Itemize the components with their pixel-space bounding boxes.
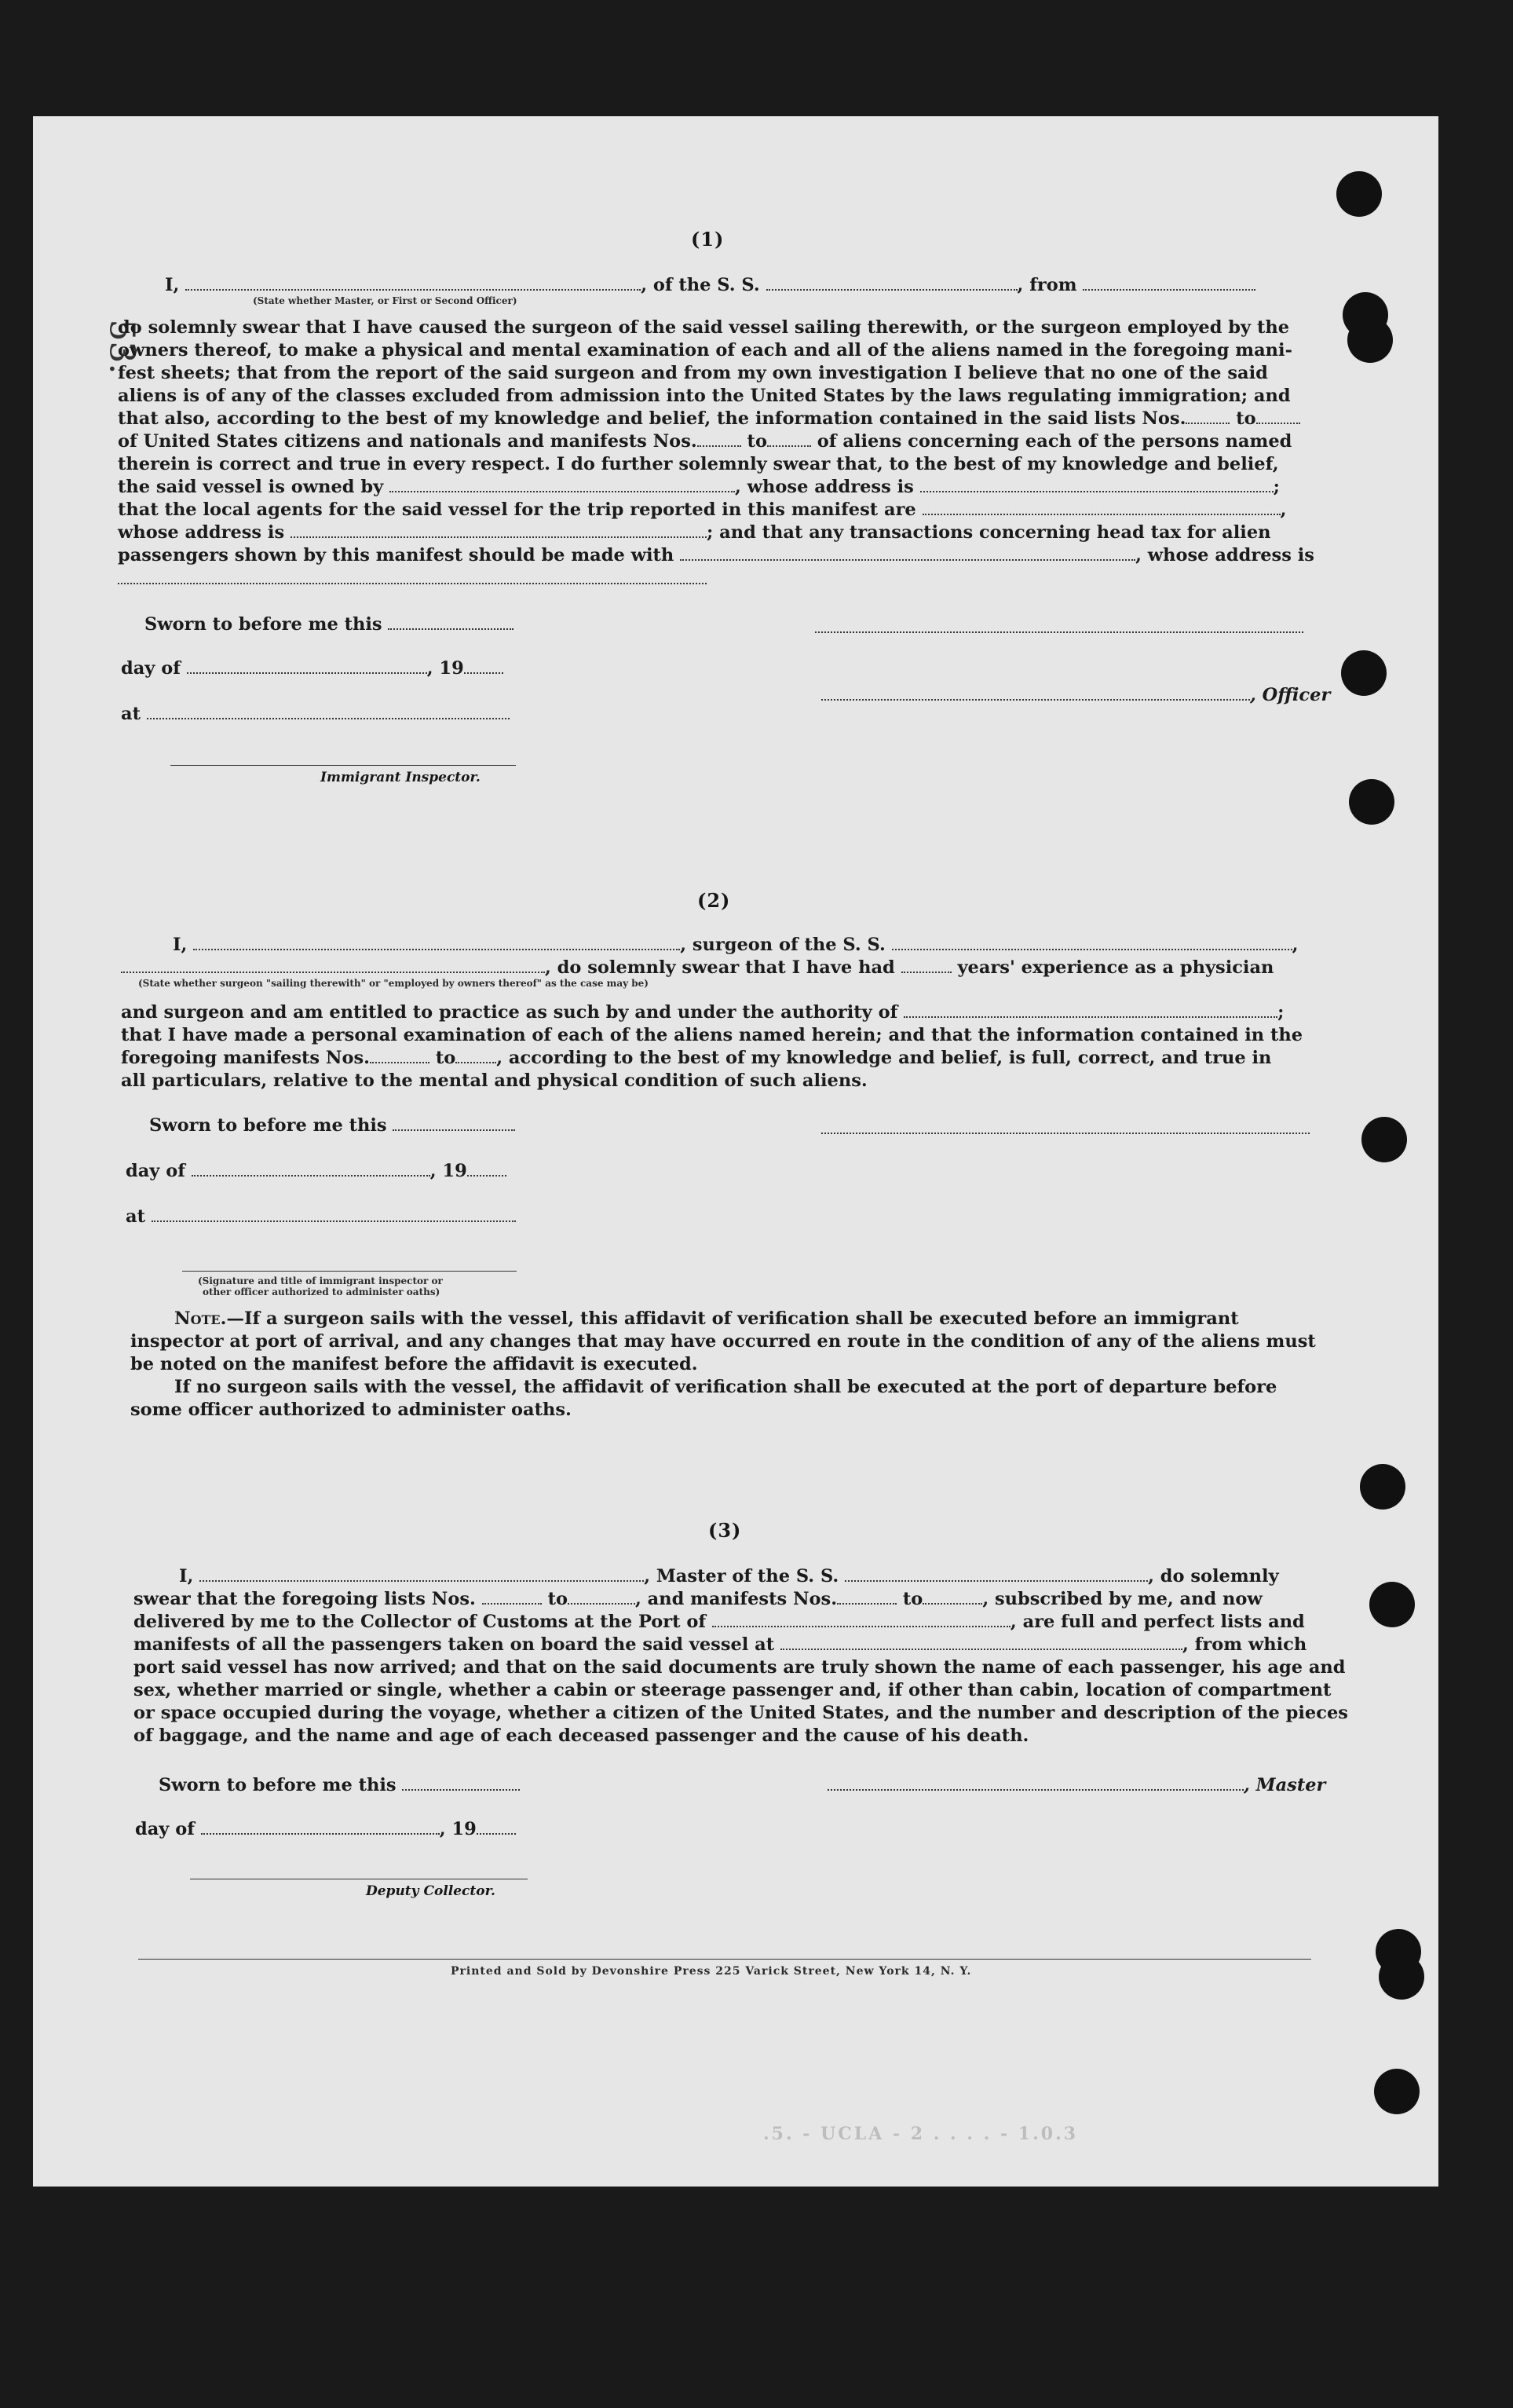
section-2-number: (2) — [697, 889, 731, 912]
s1-inspector-line — [170, 765, 516, 766]
s3-line-4: manifests of all the passengers taken on board the said vessel at , from which — [133, 1634, 1307, 1655]
s2-line-3: and surgeon and am entitled to practice as such by and under the authority of ; — [121, 1002, 1285, 1023]
punch-hole — [1349, 779, 1394, 825]
s3-sworn: Sworn to before me this — [159, 1773, 520, 1797]
s1-day-of: day of , 19 — [121, 657, 503, 680]
s1-body-7: therein is correct and true in every respect. I do further solemnly swear that, to the best of my knowledge and belief, — [118, 454, 1279, 474]
printer-footer: Printed and Sold by Devonshire Press 225 Varick Street, New York 14, N. Y. — [451, 1965, 972, 1978]
s1-body-1: do solemnly swear that I have caused the surgeon of the said vessel sailing therewith, or the surgeon employed by the — [118, 317, 1290, 338]
s1-continuation-rule — [118, 583, 707, 584]
punch-hole — [1361, 1117, 1407, 1162]
s3-line-7: or space occupied during the voyage, whether a citizen of the United States, and the number and description of the pieces — [133, 1703, 1348, 1723]
s2-sig-line — [821, 1133, 1310, 1134]
punch-hole — [1379, 1954, 1424, 2000]
s3-line-5: port said vessel has now arrived; and that on the said documents are truly shown the name of each passenger, his age and — [133, 1657, 1346, 1678]
s2-note-5: some officer authorized to administer oaths. — [130, 1400, 572, 1420]
s2-signature-line — [182, 1271, 517, 1272]
punch-hole — [1347, 317, 1393, 363]
s3-line-8: of baggage, and the name and age of each deceased passenger and the cause of his death. — [133, 1725, 1029, 1746]
s2-at: at — [126, 1205, 516, 1228]
s1-body-2: owners thereof, to make a physical and mental examination of each and all of the aliens named in the foregoing mani- — [118, 340, 1292, 360]
s2-line-5: foregoing manifests Nos. to , according to the best of my knowledge and belief, is full, correct, and true in — [121, 1048, 1272, 1068]
footer-rule — [138, 1959, 1311, 1960]
s1-line-intro: I, , of the S. S. , from — [165, 273, 1255, 297]
s1-body-3: fest sheets; that from the report of the said surgeon and from my own investigation I believe that no one of the said — [118, 363, 1268, 383]
s2-note-2: inspector at port of arrival, and any changes that may have occurred en route in the condition of any of the aliens must — [130, 1331, 1316, 1352]
s2-line-6: all particulars, relative to the mental and physical condition of such aliens. — [121, 1070, 868, 1091]
s2-sig-note-1: (Signature and title of immigrant inspector or — [198, 1275, 443, 1286]
section-3-number: (3) — [708, 1519, 742, 1542]
punch-hole — [1341, 650, 1387, 696]
s1-body-9: that the local agents for the said vessel for the trip reported in this manifest are , — [118, 500, 1287, 520]
s2-day-of: day of , 19 — [126, 1159, 506, 1183]
faint-stamp-text: .5. - UCLA - 2 . . . . - 1.0.3 — [763, 2124, 1079, 2144]
s3-line-1: I, , Master of the S. S. , do solemnly — [179, 1566, 1279, 1586]
s3-collector-label: Deputy Collector. — [366, 1883, 495, 1899]
s3-line-2: swear that the foregoing lists Nos. to , and manifests Nos. to , subscribed by me, and now — [133, 1589, 1263, 1609]
s1-body-8: the said vessel is owned by , whose address is ; — [118, 477, 1280, 497]
punch-hole — [1336, 171, 1382, 217]
s2-line-2: , do solemnly swear that I have had years' experience as a physician — [121, 956, 1274, 979]
s2-sworn: Sworn to before me this — [149, 1114, 515, 1137]
s1-sworn: Sworn to before me this — [144, 613, 513, 636]
s1-inspector-label: Immigrant Inspector. — [320, 770, 481, 785]
s2-line-4: that I have made a personal examination of each of the aliens named herein; and that the information contained in the — [121, 1025, 1303, 1045]
s2-sig-note-2: other officer authorized to administer oaths) — [203, 1286, 440, 1297]
s2-surgeon-note: (State whether surgeon "sailing therewith" or "employed by owners thereof" as the case may be) — [138, 978, 649, 989]
s1-body-4: aliens is of any of the classes excluded from admission into the United States by the laws regulating immigration; and — [118, 386, 1291, 406]
s3-day-of: day of , 19 — [135, 1817, 516, 1841]
s3-line-3: delivered by me to the Collector of Customs at the Port of , are full and perfect lists and — [133, 1612, 1305, 1632]
s1-officer-line: , Officer — [821, 683, 1330, 707]
s2-line-intro: I, , surgeon of the S. S. , — [173, 935, 1299, 955]
punch-hole — [1374, 2069, 1420, 2114]
s3-line-6: sex, whether married or single, whether a cabin or steerage passenger and, if other than cabin, location of compartment — [133, 1680, 1332, 1700]
punch-hole — [1360, 1464, 1405, 1510]
s1-body-10: whose address is ; and that any transactions concerning head tax for alien — [118, 522, 1271, 543]
s1-officer-note: (State whether Master, or First or Second Officer) — [253, 295, 517, 306]
s3-master-line: , Master — [828, 1773, 1325, 1797]
manifest-form-page — [33, 116, 1438, 2187]
s2-note-3: be noted on the manifest before the affidavit is executed. — [130, 1354, 698, 1374]
punch-hole — [1369, 1582, 1415, 1627]
s2-note-4: If no surgeon sails with the vessel, the affidavit of verification shall be executed at the port of departure before — [174, 1377, 1277, 1397]
s1-body-6: of United States citizens and nationals and manifests Nos. to of aliens concerning each of the persons named — [118, 431, 1292, 452]
s1-at: at — [121, 702, 510, 726]
s1-body-5: that also, according to the best of my knowledge and belief, the information contained in the said lists Nos. to — [118, 407, 1300, 430]
s1-sig-line-1 — [815, 631, 1303, 633]
page-marker: 53. — [101, 319, 142, 375]
s1-body-11: passengers shown by this manifest should be made with , whose address is — [118, 545, 1314, 565]
s2-note-1: Note.—If a surgeon sails with the vessel, this affidavit of verification shall be executed before an immigrant — [174, 1308, 1239, 1329]
section-1-number: (1) — [691, 228, 725, 251]
